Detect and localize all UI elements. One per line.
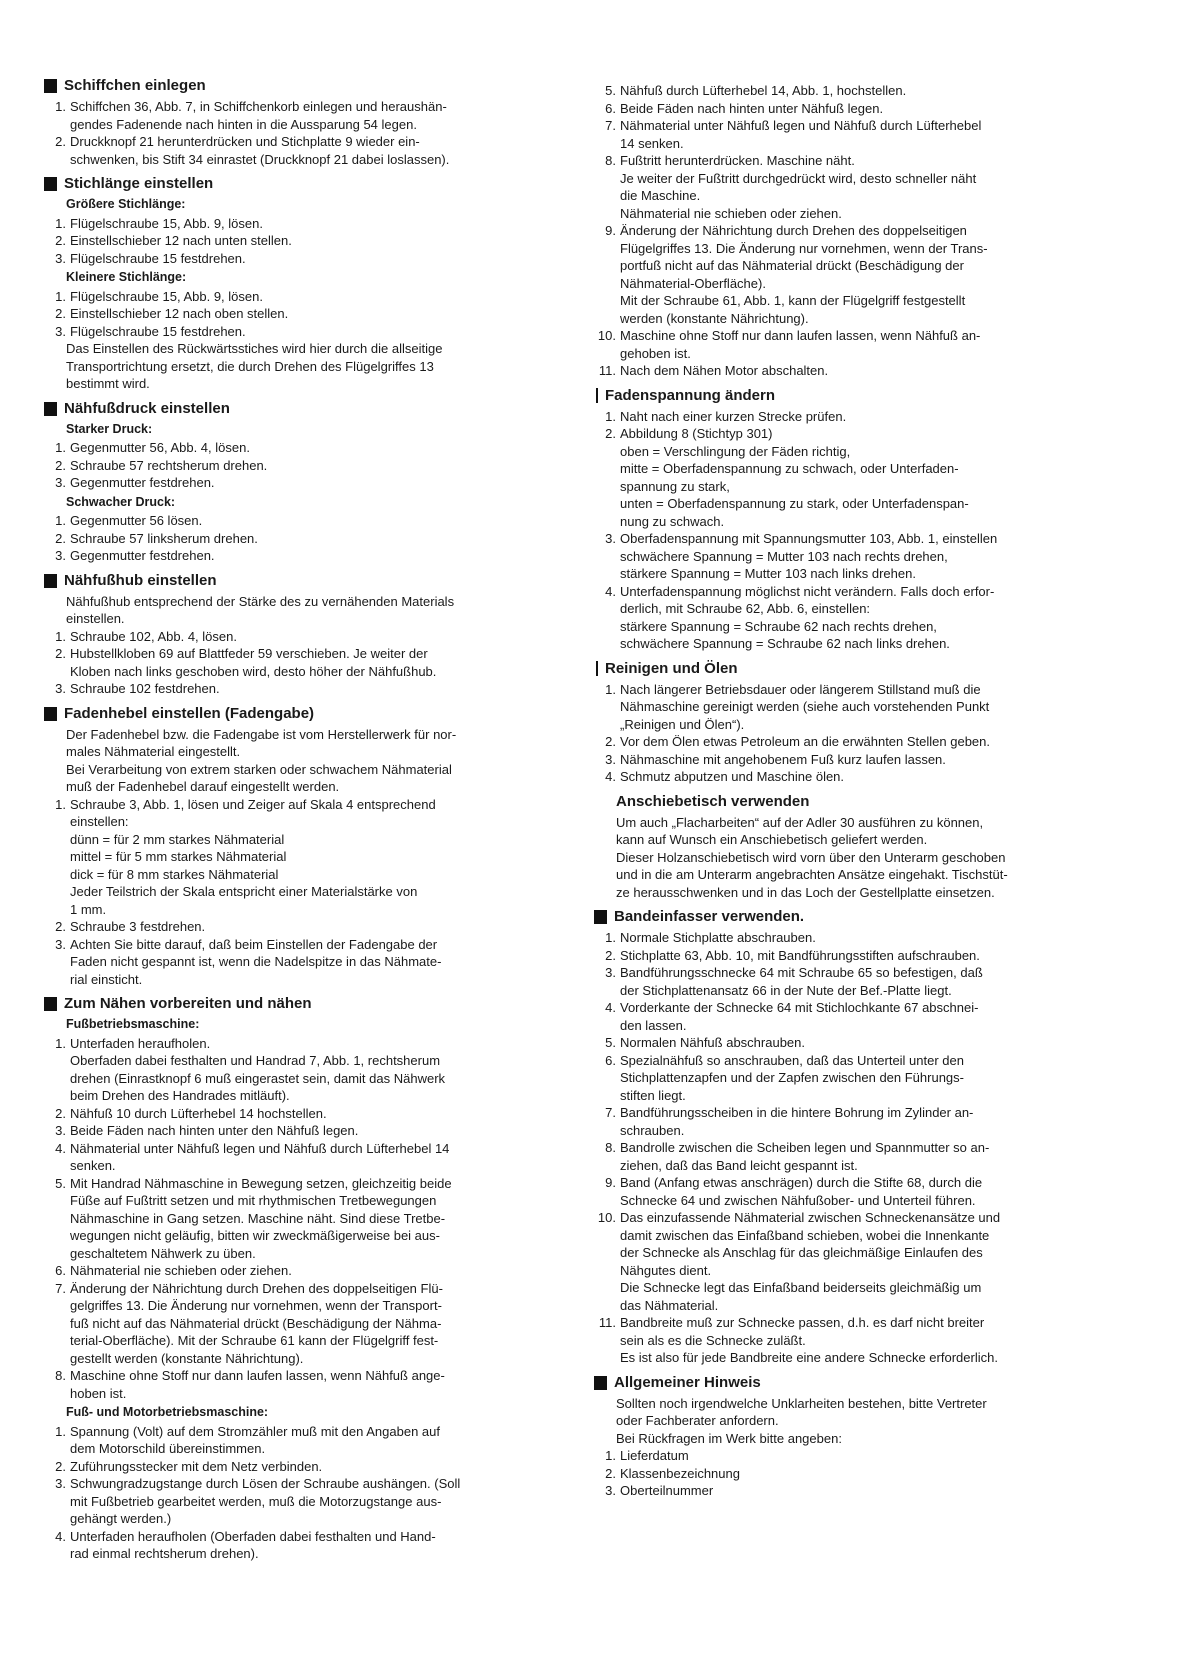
section-heading [44,76,564,96]
numbered-list [44,1423,564,1563]
section-bullet-square-icon [594,910,607,924]
list-item-number: 9. [605,223,616,238]
list-item-text: Nähmaterial unter Nähfuß legen und Nähfuß durch Lüfterhebel 14 senken. [620,118,982,151]
section-stichlänge-einstellen [44,174,564,393]
list-item [44,1458,564,1476]
list-item-text: Unterfaden heraufholen. Oberfaden dabei festhalten und Handrad 7, Abb. 1, rechtsherum drehen (Einrastknopf 6 muß eingerastet sein, damit das Nähwerk beim Drehen des Handrades mitläuft). [70,1035,446,1103]
list-item-text: Gegenmutter festdrehen. [70,475,215,490]
list-item-number: 5. [55,1175,66,1191]
list-item-number: 6. [605,1052,616,1068]
list-item-number: 2. [55,919,66,934]
section-allgemeiner-hinweis [594,1373,1106,1500]
list-item-text: Maschine ohne Stoff nur dann laufen lassen, wenn Nähfuß an- gehoben ist. [620,328,981,361]
list-item-text: Flügelschraube 15 festdrehen. [70,250,246,266]
list-item-text: Flügelschraube 15, Abb. 9, lösen. [70,215,263,231]
list-item [594,1447,1106,1465]
list-item-number: 4. [605,1000,616,1015]
list-item-text: Nähmaterial nie schieben oder ziehen. [70,1263,292,1278]
list-item [594,117,1106,152]
list-item [594,751,1106,769]
list-item-number: 2. [55,233,66,248]
list-item-number: 2. [55,1458,66,1474]
list-item-number: 9. [605,1175,616,1190]
list-item-text: Beide Fäden nach hinten unter den Nähfuß legen. [70,1123,359,1138]
list-item [44,918,564,936]
numbered-list [44,98,564,168]
list-item [44,1175,564,1263]
section-heading [44,174,564,194]
list-item-number: 10. [597,328,616,343]
list-item-text: Achten Sie bitte darauf, daß beim Einstellen der Fadengabe der Faden nicht gespannt ist, wenn die Nadelspitze in das Nähmate- rial einsticht. [70,936,442,987]
section-title: Bandeinfasser verwenden. [614,908,805,925]
section-fadenhebel-einstellen-fadengabe [44,704,564,989]
list-item-number: 1. [55,796,66,812]
list-item-text: Nähfuß 10 durch Lüfterhebel 14 hochstellen. [70,1105,327,1121]
list-item-text: Schraube 102, Abb. 4, lösen. [70,628,237,644]
list-item [594,681,1106,734]
numbered-list [44,512,564,565]
numbered-list [594,1447,1106,1500]
section-title: Stichlänge einstellen [64,175,214,192]
section-title: Anschiebetisch verwenden [616,792,810,810]
paragraph: Das Einstellen des Rückwärtsstiches wird hier durch die allseitige Transportrichtung ersetzt, die durch Drehen des Flügelgriffes 13 bestimmt wird. [66,341,443,391]
list-item-number: 3. [55,250,66,266]
list-item [594,1482,1106,1500]
list-item [44,323,564,341]
list-item-number: 3. [605,531,616,546]
list-item-number: 1. [55,99,66,114]
list-item-text: Stichplatte 63, Abb. 10, mit Bandführungsstiften aufschrauben. [620,947,980,963]
list-item-text: Schraube 3 festdrehen. [70,919,206,934]
section-heading [594,659,1106,679]
list-item-number: 11. [598,363,616,378]
list-item-number: 2. [55,306,66,321]
list-item-number: 2. [605,1465,616,1481]
list-item [594,152,1106,222]
list-item-number: 2. [55,530,66,546]
section-bullet-square-icon [594,1376,607,1390]
list-item [44,474,564,492]
section-heading [594,907,1106,927]
list-item-number: 2. [55,457,66,473]
list-item [594,1465,1106,1483]
list-item-text: Flügelschraube 15 festdrehen. [70,323,246,339]
section-fadenspannung-ändern [594,386,1106,653]
list-item [44,1122,564,1140]
list-item [594,1174,1106,1209]
section-title: Nähfußdruck einstellen [64,399,230,417]
section-bullet-square-icon [44,79,57,93]
section-heading [44,704,564,724]
list-item-text: Bandrolle zwischen die Scheiben legen und Spannmutter so an- ziehen, daß das Band leicht gespannt ist. [620,1140,990,1173]
right-column [594,82,1106,1506]
list-item-text: Spannung (Volt) auf dem Stromzähler muß mit den Angaben auf dem Motorschild übereinstimmen. [70,1423,440,1456]
list-item-number: 3. [55,475,66,490]
list-item [594,1034,1106,1052]
list-item [594,1209,1106,1314]
list-item-number: 2. [55,134,66,149]
section-schiffchen-einlegen [44,76,564,168]
subheading: Fußbetriebsmaschine: [66,1017,200,1031]
list-item-number: 6. [55,1263,66,1278]
list-item [44,796,564,919]
section-title: Schiffchen einlegen [64,77,206,94]
section-title: Allgemeiner Hinweis [614,1373,761,1391]
section-zum-nähen-vorbereiten-und-nähen [44,994,564,1563]
list-item-text: Zuführungsstecker mit dem Netz verbinden. [70,1458,323,1474]
section-title: Zum Nähen vorbereiten und nähen [64,995,312,1012]
list-item [44,1475,564,1528]
list-item-text: Hubstellkloben 69 auf Blattfeder 59 verschieben. Je weiter der Kloben nach links geschoben wird, desto höher der Nähfußhub. [70,646,437,679]
list-item-text: Naht nach einer kurzen Strecke prüfen. [620,408,847,424]
section-title: Fadenspannung ändern [605,386,776,404]
section-heading [594,386,1106,406]
list-item-number: 5. [605,1035,616,1050]
list-item-number: 4. [605,769,616,784]
list-item-number: 2. [605,426,616,441]
list-item [44,1140,564,1175]
list-item-text: Das einzufassende Nähmaterial zwischen Schneckenansätze und damit zwischen das Einfaßband schieben, wobei die Innenkante der Schnecke als Anschlag für das gleichmäßige Einlaufen des Nähgutes dient. Die Schnecke legt das Einfaßband beiderseits gleichmäßig um das Nähmaterial. [620,1210,1001,1313]
list-item-text: Gegenmutter 56 lösen. [70,513,203,528]
section-heading [594,1373,1106,1393]
list-item-text: Änderung der Nährichtung durch Drehen des doppelseitigen Flü- gelgriffes 13. Die Änderung nur vornehmen, wenn der Transport- fuß nicht auf das Nähmaterial drückt (Beschädigung der Nähma- terial-Oberfläche). Mit der Schraube 61 kann der Flügelgriff fest- gestellt werden (konstante Nährichtung). [70,1280,443,1366]
list-item [44,133,564,168]
list-item [594,999,1106,1034]
section-heading [44,571,564,591]
list-item-text: Vor dem Ölen etwas Petroleum an die erwähnten Stellen geben. [620,734,991,749]
section-title: Reinigen und Ölen [605,659,738,677]
list-item-number: 1. [55,1423,66,1439]
section-reinigen-und-ölen [594,659,1106,786]
list-item-number: 3. [55,1476,66,1491]
list-item [44,645,564,680]
list-item-number: 7. [605,1105,616,1120]
list-item-text: Schiffchen 36, Abb. 7, in Schiffchenkorb einlegen und heraushän- gendes Fadenende nach hinten in die Aussparung 54 legen. [70,99,447,132]
section-nähfußhub-einstellen [44,571,564,698]
list-item [594,1052,1106,1105]
list-item-number: 3. [605,1483,616,1498]
numbered-list [44,1035,564,1403]
list-item-number: 1. [605,930,616,945]
list-item [44,250,564,268]
list-item [44,232,564,250]
subheading: Fuß- und Motorbetriebsmaschine: [66,1405,269,1419]
list-item-text: Unterfadenspannung möglichst nicht verändern. Falls doch erfor- derlich, mit Schraube 62, Abb. 6, einstellen: stärkere Spannung = Schraube 62 nach rechts drehen, schwächere Spannung = Schraube 62 nach links drehen. [620,583,995,651]
list-item [44,530,564,548]
list-item-number: 1. [55,1035,66,1051]
section-bullet-square-icon [44,574,57,588]
list-item-text: Schwungradzugstange durch Lösen der Schraube aushängen. (Soll mit Fußbetrieb gearbeitet werden, muß die Motorzugstange aus- gehängt werden.) [70,1476,461,1526]
list-item-number: 11. [598,1315,616,1330]
list-item-text: Vorderkante der Schnecke 64 mit Stichlochkante 67 abschnei- den lassen. [620,1000,979,1033]
list-item [594,929,1106,947]
list-item [44,628,564,646]
list-item [594,733,1106,751]
list-item-number: 7. [605,118,616,133]
list-item-number: 4. [55,1528,66,1544]
section-bullet-square-icon [44,997,57,1011]
section-title: Fadenhebel einstellen (Fadengabe) [64,704,315,722]
list-item [44,936,564,989]
list-item-number: 1. [55,628,66,644]
list-item-text: Bandführungsschnecke 64 mit Schraube 65 so befestigen, daß der Stichplattenansatz 66 in der Nute der Bef.-Platte liegt. [620,965,983,998]
numbered-list [44,796,564,989]
list-item-text: Nach dem Nähen Motor abschalten. [620,363,829,378]
list-item-number: 3. [55,936,66,952]
list-item [594,964,1106,999]
list-item-text: Normalen Nähfuß abschrauben. [620,1035,805,1050]
section-heading [44,399,564,419]
list-item-text: Nähfuß durch Lüfterhebel 14, Abb. 1, hochstellen. [620,83,907,98]
list-item [44,1105,564,1123]
list-item-text: Fußtritt herunterdrücken. Maschine näht. Je weiter der Fußtritt durchgedrückt wird, desto schneller näht die Maschine. Nähmaterial nie schieben oder ziehen. [620,153,977,221]
list-item-number: 3. [605,751,616,767]
section-title: Nähfußhub einstellen [64,571,217,589]
numbered-list [44,215,564,268]
numbered-list [594,681,1106,786]
list-item-number: 4. [55,1140,66,1156]
list-item-text: Klassenbezeichnung [620,1465,740,1481]
list-item-text: Schraube 57 rechtsherum drehen. [70,457,268,473]
list-item [594,1139,1106,1174]
list-item-number: 8. [605,153,616,168]
list-item-text: Nach längerer Betriebsdauer oder längerem Stillstand muß die Nähmaschine gereinigt werden (siehe auch vorstehenden Punkt „Reinigen und Ölen“). [620,681,990,732]
numbered-list [594,929,1106,1367]
list-item [44,1035,564,1105]
list-item [594,947,1106,965]
list-item-text: Einstellschieber 12 nach oben stellen. [70,306,289,321]
list-item-text: Bandführungsscheiben in die hintere Bohrung im Zylinder an- schrauben. [620,1105,974,1138]
list-item-text: Nähmaschine mit angehobenem Fuß kurz laufen lassen. [620,751,946,767]
list-item [44,680,564,698]
list-item-number: 8. [55,1368,66,1383]
list-item-number: 7. [55,1280,66,1296]
numbered-list [594,82,1106,380]
list-item [594,82,1106,100]
list-item [44,439,564,457]
list-item-number: 1. [55,215,66,231]
list-item [44,457,564,475]
section-heading [44,994,564,1014]
list-item-text: Bandbreite muß zur Schnecke passen, d.h. es darf nicht breiter sein als es die Schnecke zuläßt. Es ist also für jede Bandbreite eine andere Schnecke erforderlich. [620,1315,998,1365]
left-column [44,72,564,1569]
list-item-text: Gegenmutter 56, Abb. 4, lösen. [70,440,250,455]
list-item-text: Druckknopf 21 herunterdrücken und Stichplatte 9 wieder ein- schwenken, bis Stift 34 einrastet (Druckknopf 21 dabei loslassen). [70,134,450,167]
section-anschiebetisch-verwenden [594,792,1106,902]
section-continuation-0 [594,82,1106,380]
section-bullet-bar-icon [596,661,598,676]
paragraph: Nähfußhub entsprechend der Stärke des zu vernähenden Materials einstellen. [66,593,455,626]
list-item [44,547,564,565]
list-item-text: Änderung der Nährichtung durch Drehen des doppelseitigen Flügelgriffes 13. Die Änderung nur vornehmen, wenn der Trans- portfuß nicht auf das Nähmaterial drückt (Beschädigung der Nähmaterial-Oberfläche). Mit der Schraube 61, Abb. 1, kann der Flügelgriff festgestellt werden (konstante Nährichtung). [620,223,988,326]
list-item-number: 1. [605,408,616,424]
paragraph: Der Fadenhebel bzw. die Fadengabe ist vom Herstellerwerk für nor- males Nähmaterial eingestellt. Bei Verarbeitung von extrem starken oder schwachem Nähmaterial muß der Fadenhebel darauf eingestellt werden. [66,726,457,794]
list-item-number: 1. [55,288,66,304]
subheading: Schwacher Druck: [66,494,176,509]
list-item-number: 1. [605,681,616,697]
list-item-text: Normale Stichplatte abschrauben. [620,930,816,945]
list-item [594,768,1106,786]
list-item [594,1314,1106,1367]
list-item-text: Schraube 57 linksherum drehen. [70,530,258,546]
numbered-list [44,628,564,698]
list-item-text: Abbildung 8 (Stichtyp 301) oben = Verschlingung der Fäden richtig, mitte = Oberfadenspannung zu schwach, oder Unterfaden- spannung zu stark, unten = Oberfadenspannung zu stark, oder Unterfadenspan- nung zu schwach. [620,426,969,529]
list-item-number: 1. [55,513,66,528]
list-item [594,222,1106,327]
list-item-text: Spezialnähfuß so anschrauben, daß das Unterteil unter den Stichplattenzapfen und der Zapfen zwischen den Führungs- stiften liegt. [620,1052,964,1103]
list-item-number: 3. [55,548,66,563]
list-item-text: Nähmaterial unter Nähfuß legen und Nähfuß durch Lüfterhebel 14 senken. [70,1140,450,1173]
list-item-number: 1. [605,1448,616,1463]
list-item-number: 2. [605,947,616,963]
list-item [44,305,564,323]
list-item-text: Lieferdatum [620,1448,689,1463]
list-item-text: Oberfadenspannung mit Spannungsmutter 103, Abb. 1, einstellen schwächere Spannung = Mutter 103 nach rechts drehen, stärkere Spannung = Mutter 103 nach links drehen. [620,531,998,581]
list-item-text: Mit Handrad Nähmaschine in Bewegung setzen, gleichzeitig beide Füße auf Fußtritt setzen und mit rhythmischen Tretbewegungen Nähmaschine in Gang setzen. Maschine näht. Sind diese Tretbe- wegungen nicht geläufig, bitten wir zweckmäßigerweise bei aus- geschaltetem Nähwerk zu üben. [70,1175,452,1261]
list-item [594,530,1106,583]
list-item-number: 3. [55,323,66,339]
list-item [594,408,1106,426]
list-item-number: 2. [605,734,616,749]
list-item-number: 2. [55,1105,66,1121]
subheading: Größere Stichlänge: [66,197,186,211]
section-bullet-square-icon [44,177,57,191]
list-item [44,1280,564,1368]
section-bullet-square-icon [44,402,57,416]
list-item [594,327,1106,362]
list-item [44,512,564,530]
list-item-text: Unterfaden heraufholen (Oberfaden dabei festhalten und Hand- rad einmal rechtsherum drehen). [70,1528,436,1561]
list-item-text: Schraube 102 festdrehen. [70,681,220,696]
list-item-text: Schraube 3, Abb. 1, lösen und Zeiger auf Skala 4 entsprechend einstellen: dünn = für 2 mm starkes Nähmaterial mittel = für 5 mm starkes Nähmaterial dick = für 8 mm starkes Nähmaterial Jeder Teilstrich der Skala entspricht einer Materialstärke von 1 mm. [70,796,436,917]
list-item [594,1104,1106,1139]
list-item-number: 4. [605,583,616,599]
list-item-number: 3. [55,1123,66,1138]
list-item-text: Schmutz abputzen und Maschine ölen. [620,769,845,784]
paragraph: Sollten noch irgendwelche Unklarheiten bestehen, bitte Vertreter oder Fachberater anfordern. Bei Rückfragen im Werk bitte angeben: [616,1395,987,1446]
list-item [44,98,564,133]
section-bullet-square-icon [44,707,57,721]
list-item-number: 3. [605,965,616,980]
list-item [594,583,1106,653]
list-item [594,425,1106,530]
list-item-number: 2. [55,646,66,661]
list-item-text: Gegenmutter festdrehen. [70,548,215,563]
numbered-list [44,439,564,492]
list-item-number: 8. [605,1140,616,1155]
list-item [44,1367,564,1402]
list-item [44,1528,564,1563]
list-item [594,362,1106,380]
list-item-text: Beide Fäden nach hinten unter Nähfuß legen. [620,100,884,116]
list-item [594,100,1106,118]
list-item [44,1423,564,1458]
list-item-text: Oberteilnummer [620,1483,714,1498]
list-item-text: Band (Anfang etwas anschrägen) durch die Stifte 68, durch die Schnecke 64 und zwischen Nähfußober- und Unterteil führen. [620,1175,983,1208]
list-item [44,1262,564,1280]
list-item-number: 3. [55,681,66,696]
list-item-number: 6. [605,100,616,116]
section-nähfußdruck-einstellen [44,399,564,565]
list-item-text: Flügelschraube 15, Abb. 9, lösen. [70,288,263,304]
paragraph: Um auch „Flacharbeiten“ auf der Adler 30 ausführen zu können, kann auf Wunsch ein Anschiebetisch geliefert werden. Dieser Holzanschiebetisch wird vorn über den Unterarm geschoben und in die am Unterarm angebrachten Ansätze eingehakt. Tischstüt- ze herausschwenken und in das Loch der Gestellplatte einsetzen. [616,814,1008,900]
list-item [44,215,564,233]
numbered-list [594,408,1106,653]
list-item-number: 5. [605,83,616,98]
section-heading [616,792,1106,812]
section-bullet-bar-icon [596,388,598,403]
subheading: Starker Druck: [66,421,153,436]
list-item-number: 1. [55,440,66,455]
list-item-text: Einstellschieber 12 nach unten stellen. [70,233,292,248]
list-item [44,288,564,306]
list-item-number: 10. [597,1210,616,1225]
subheading: Kleinere Stichlänge: [66,270,187,284]
numbered-list [44,288,564,341]
section-bandeinfasser-verwenden [594,907,1106,1367]
list-item-text: Maschine ohne Stoff nur dann laufen lassen, wenn Nähfuß ange- hoben ist. [70,1368,445,1401]
